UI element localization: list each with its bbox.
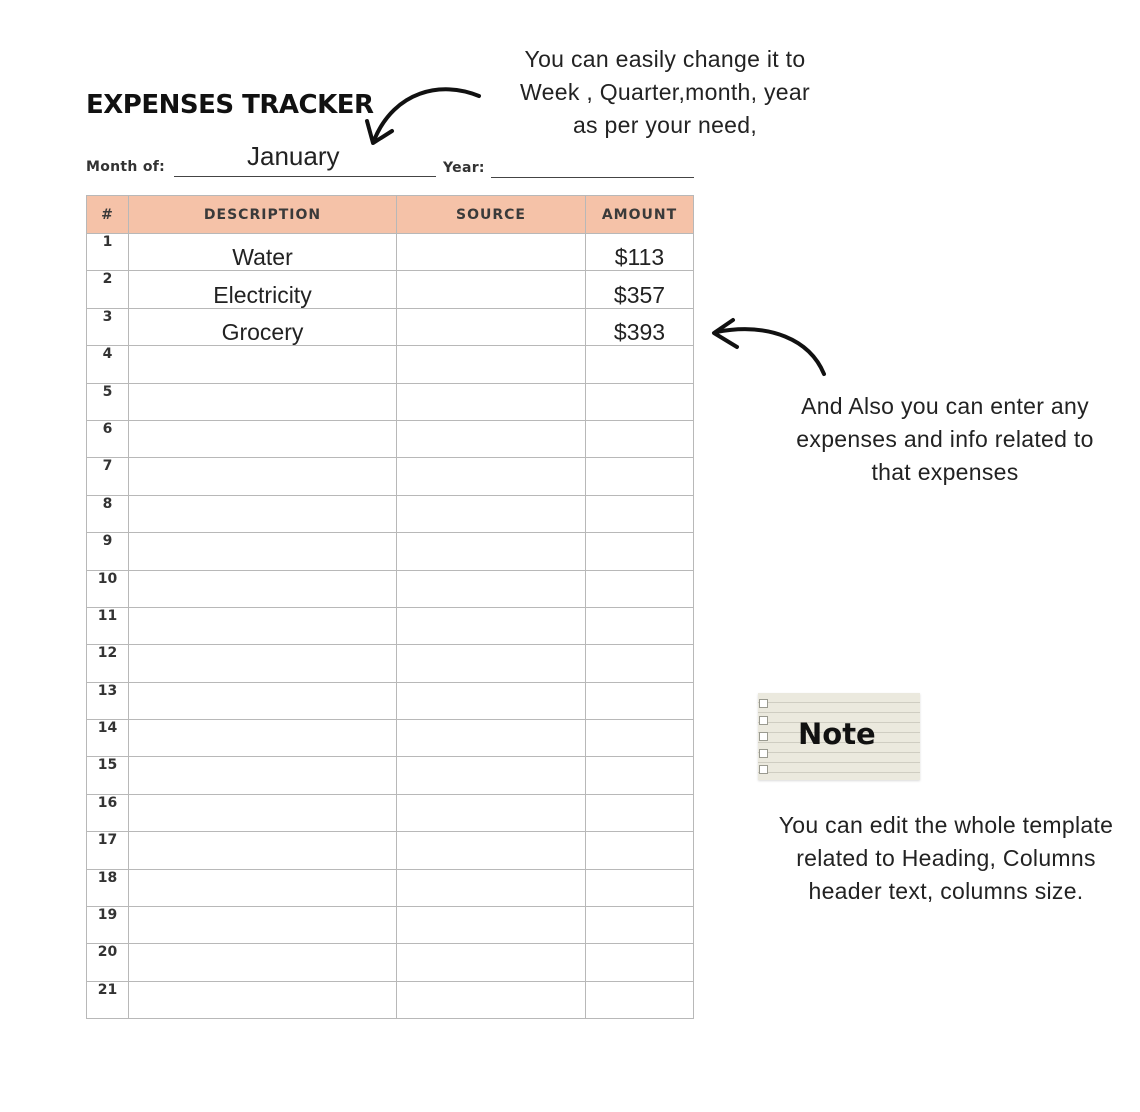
row-number: 21 — [87, 981, 129, 1018]
column-header-number: # — [87, 196, 129, 234]
callout-bottom — [760, 809, 1132, 908]
amount-cell[interactable]: $113 — [586, 234, 694, 271]
row-number: 8 — [87, 495, 129, 532]
callout-middle-line: that expenses — [871, 459, 1019, 485]
column-header-amount: AMOUNT — [586, 196, 694, 234]
row-number: 1 — [87, 234, 129, 271]
callout-middle-line: expenses and info related to — [796, 426, 1094, 452]
year-label: Year: — [443, 160, 485, 176]
callout-bottom-line: You can edit the whole template — [778, 812, 1114, 838]
month-field[interactable]: January — [247, 141, 340, 171]
callout-middle-line: And Also you can enter any — [801, 393, 1089, 419]
callout-middle — [775, 390, 1115, 489]
row-number: 2 — [87, 271, 129, 308]
row-number: 20 — [87, 944, 129, 981]
callout-top-line: You can easily change it to — [524, 46, 806, 72]
row-number: 15 — [87, 757, 129, 794]
row-number: 13 — [87, 682, 129, 719]
amount-cell[interactable]: $357 — [586, 271, 694, 308]
callout-bottom-line: header text, columns size. — [808, 878, 1084, 904]
row-number: 5 — [87, 383, 129, 420]
row-number: 11 — [87, 607, 129, 644]
row-number: 18 — [87, 869, 129, 906]
amount-cell[interactable]: $393 — [586, 308, 694, 345]
row-number: 7 — [87, 458, 129, 495]
description-cell[interactable]: Electricity — [129, 271, 397, 308]
note-binding-holes — [758, 699, 768, 779]
row-number: 17 — [87, 832, 129, 869]
description-cell[interactable]: Water — [129, 234, 397, 271]
month-label: Month of: — [86, 159, 166, 175]
row-number: 4 — [87, 346, 129, 383]
row-number: 19 — [87, 907, 129, 944]
notepad-icon — [758, 693, 920, 780]
callout-bottom-line: related to Heading, Columns — [796, 845, 1096, 871]
callout-top-line: Week , Quarter,month, year — [520, 79, 810, 105]
callout-top-line: as per your need, — [572, 112, 758, 138]
column-header-source: SOURCE — [397, 196, 586, 234]
row-number: 12 — [87, 645, 129, 682]
description-cell[interactable]: Grocery — [129, 308, 397, 345]
row-number: 16 — [87, 794, 129, 831]
row-number: 14 — [87, 720, 129, 757]
row-number: 10 — [87, 570, 129, 607]
column-header-description: DESCRIPTION — [129, 196, 397, 234]
row-number: 3 — [87, 308, 129, 345]
row-number: 6 — [87, 420, 129, 457]
row-number: 9 — [87, 533, 129, 570]
page-title: EXPENSES TRACKER — [86, 90, 374, 120]
note-label: Note — [798, 717, 876, 751]
